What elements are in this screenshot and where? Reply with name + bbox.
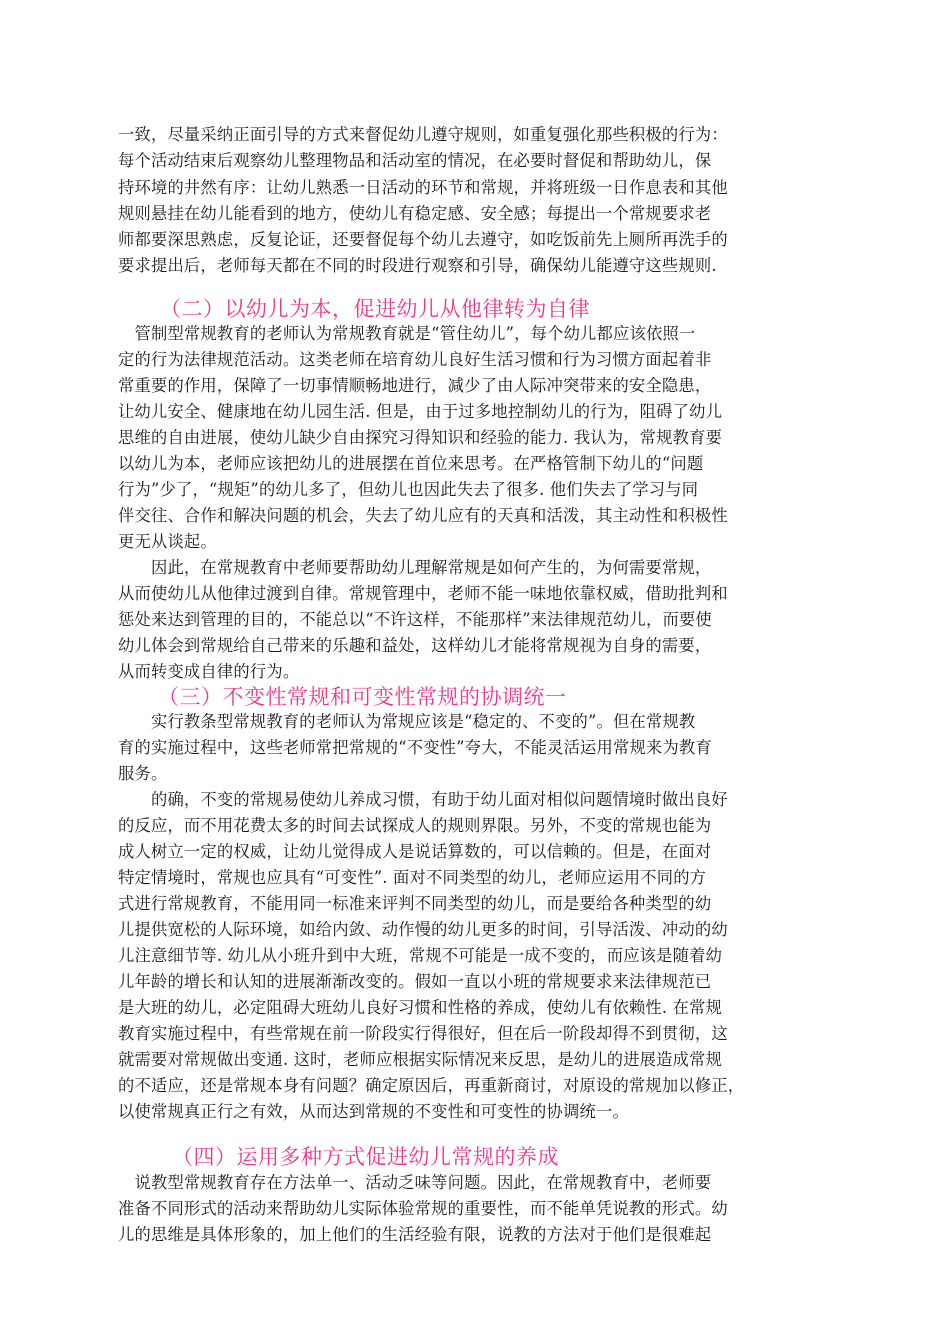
paragraph-line: 就需要对常规做出变通. 这时，老师应根据实际情况来反思，是幼儿的进展造成常规: [118, 1050, 723, 1069]
paragraph-line: 幼儿体会到常规给自己带来的乐趣和益处，这样幼儿才能将常规视为自身的需要，: [118, 636, 712, 655]
paragraph-line: 定的行为法律规范活动。这类老师在培育幼儿良好生活习惯和行为习惯方面起着非: [118, 350, 712, 369]
paragraph-line: 从而使幼儿从他律过渡到自律。常规管理中，老师不能一味地依靠权威，借助批判和: [118, 584, 728, 603]
paragraph-line: 实行教条型常规教育的老师认为常规应该是“稳定的、不变的”。但在常规教: [118, 712, 696, 731]
paragraph-line: 规则悬挂在幼儿能看到的地方，使幼儿有稳定感、安全感；每提出一个常规要求老: [118, 204, 712, 223]
paragraph-line: 持环境的井然有序：让幼儿熟悉一日活动的环节和常规，并将班级一日作息表和其他: [118, 178, 728, 197]
paragraph-line: 教育实施过程中，有些常规在前一阶段实行得很好，但在后一阶段却得不到贯彻，这: [118, 1024, 728, 1043]
paragraph-line: 说教型常规教育存在方法单一、活动乏味等问题。因此，在常规教育中，老师要: [118, 1173, 712, 1192]
paragraph-line: 行为”少了，“规矩”的幼儿多了，但幼儿也因此失去了很多. 他们失去了学习与同: [118, 480, 699, 499]
paragraph-line: 要求提出后，老师每天都在不同的时段进行观察和引导，确保幼儿能遵守这些规则.: [118, 256, 717, 275]
paragraph-line: 管制型常规教育的老师认为常规教育就是“管住幼儿”，每个幼儿都应该依照一: [118, 324, 696, 343]
paragraph-line: 成人树立一定的权威，让幼儿觉得成人是说话算数的，可以信赖的。但是，在面对: [118, 842, 712, 861]
paragraph-line: 的确，不变的常规易使幼儿养成习惯，有助于幼儿面对相似问题情境时做出良好: [118, 790, 728, 809]
paragraph-line: 思维的自由进展，使幼儿缺少自由探究习得知识和经验的能力. 我认为，常规教育要: [118, 428, 723, 447]
section-heading-3: （三）不变性常规和可变性常规的协调统一: [158, 685, 567, 709]
paragraph-line: 服务。: [118, 764, 168, 783]
paragraph-line: 准备不同形式的活动来帮助幼儿实际体验常规的重要性，而不能单凭说教的形式。幼: [118, 1199, 728, 1218]
paragraph-line: 以幼儿为本，老师应该把幼儿的进展摆在首位来思考。在严格管制下幼儿的“问题: [118, 454, 704, 473]
paragraph-line: 儿的思维是具体形象的，加上他们的生活经验有限，说教的方法对于他们是很难起: [118, 1225, 712, 1244]
paragraph-line: 儿提供宽松的人际环境，如给内敛、动作慢的幼儿更多的时间，引导活泼、冲动的幼: [118, 920, 728, 939]
paragraph-line: 伴交往、合作和解决问题的机会，失去了幼儿应有的天真和活泼，其主动性和积极性: [118, 506, 728, 525]
paragraph-line: 一致，尽量采纳正面引导的方式来督促幼儿遵守规则，如重复强化那些积极的行为：: [118, 125, 728, 144]
section-heading-2: （二）以幼儿为本，促进幼儿从他律转为自律: [160, 297, 590, 321]
paragraph-line: 因此，在常规教育中老师要帮助幼儿理解常规是如何产生的，为何需要常规，: [118, 558, 712, 577]
paragraph-line: 每个活动结束后观察幼儿整理物品和活动室的情况，在必要时督促和帮助幼儿，保: [118, 151, 712, 170]
paragraph-line: 的不适应，还是常规本身有问题？确定原因后，再重新商讨，对原设的常规加以修正，: [118, 1076, 745, 1095]
section-heading-4: （四）运用多种方式促进幼儿常规的养成: [172, 1145, 559, 1169]
paragraph-line: 从而转变成自律的行为。: [118, 662, 300, 681]
paragraph-line: 师都要深思熟虑，反复论证，还要督促每个幼儿去遵守，如吃饭前先上厕所再洗手的: [118, 230, 728, 249]
paragraph-line: 是大班的幼儿，必定阻碍大班幼儿良好习惯和性格的养成，使幼儿有依赖性. 在常规: [118, 998, 723, 1017]
paragraph-line: 以使常规真正行之有效，从而达到常规的不变性和可变性的协调统一。: [118, 1102, 629, 1121]
paragraph-line: 特定情境时，常规也应具有“可变性”. 面对不同类型的幼儿，老师应运用不同的方: [118, 868, 707, 887]
paragraph-line: 让幼儿安全、健康地在幼儿园生活. 但是，由于过多地控制幼儿的行为，阻碍了幼儿: [118, 402, 723, 421]
paragraph-line: 惩处来达到管理的目的，不能总以“不许这样，不能那样”来法律规范幼儿，而要使: [118, 610, 712, 629]
paragraph-line: 更无从谈起。: [118, 532, 217, 551]
paragraph-line: 儿注意细节等. 幼儿从小班升到中大班，常规不可能是一成不变的，而应该是随着幼: [118, 946, 723, 965]
paragraph-line: 常重要的作用，保障了一切事情顺畅地进行，减少了由人际冲突带来的安全隐患，: [118, 376, 712, 395]
paragraph-line: 育的实施过程中，这些老师常把常规的“不变性”夸大，不能灵活运用常规来为教育: [118, 738, 712, 757]
paragraph-line: 的反应，而不用花费太多的时间去试探成人的规则界限。另外，不变的常规也能为: [118, 816, 712, 835]
paragraph-line: 式进行常规教育，不能用同一标准来评判不同类型的幼儿，而是要给各种类型的幼: [118, 894, 712, 913]
paragraph-line: 儿年龄的增长和认知的进展渐渐改变的。假如一直以小班的常规要求来法律规范已: [118, 972, 712, 991]
